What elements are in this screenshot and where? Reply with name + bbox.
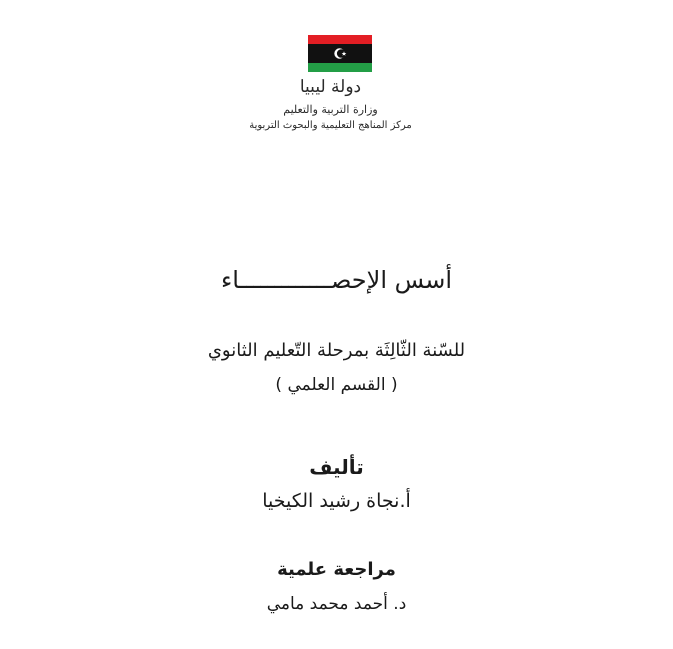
libya-flag-icon <box>308 35 372 72</box>
country-name: دولة ليبيا <box>299 77 362 97</box>
book-title: أسس الإحصـــــــــــــاء <box>220 266 452 294</box>
book-section: ( القسم العلمي ) <box>275 375 398 395</box>
book-subtitle: للسّنة الثّالِثَة بمرحلة التّعليم الثانوي <box>207 340 466 361</box>
reviewer-name: د. أحمد محمد مامي <box>266 594 407 614</box>
ministry-name: وزارة التربية والتعليم <box>283 103 378 116</box>
review-heading: مراجعة علمية <box>277 559 396 580</box>
curriculum-center-name: مركز المناهج التعليمية والبحوث التربوية <box>249 120 412 131</box>
author-name: أ.نجاة رشيد الكيخيا <box>262 490 411 512</box>
flag-red-stripe <box>308 35 372 44</box>
flag-green-stripe <box>308 63 372 72</box>
author-heading: تأليف <box>309 455 364 479</box>
